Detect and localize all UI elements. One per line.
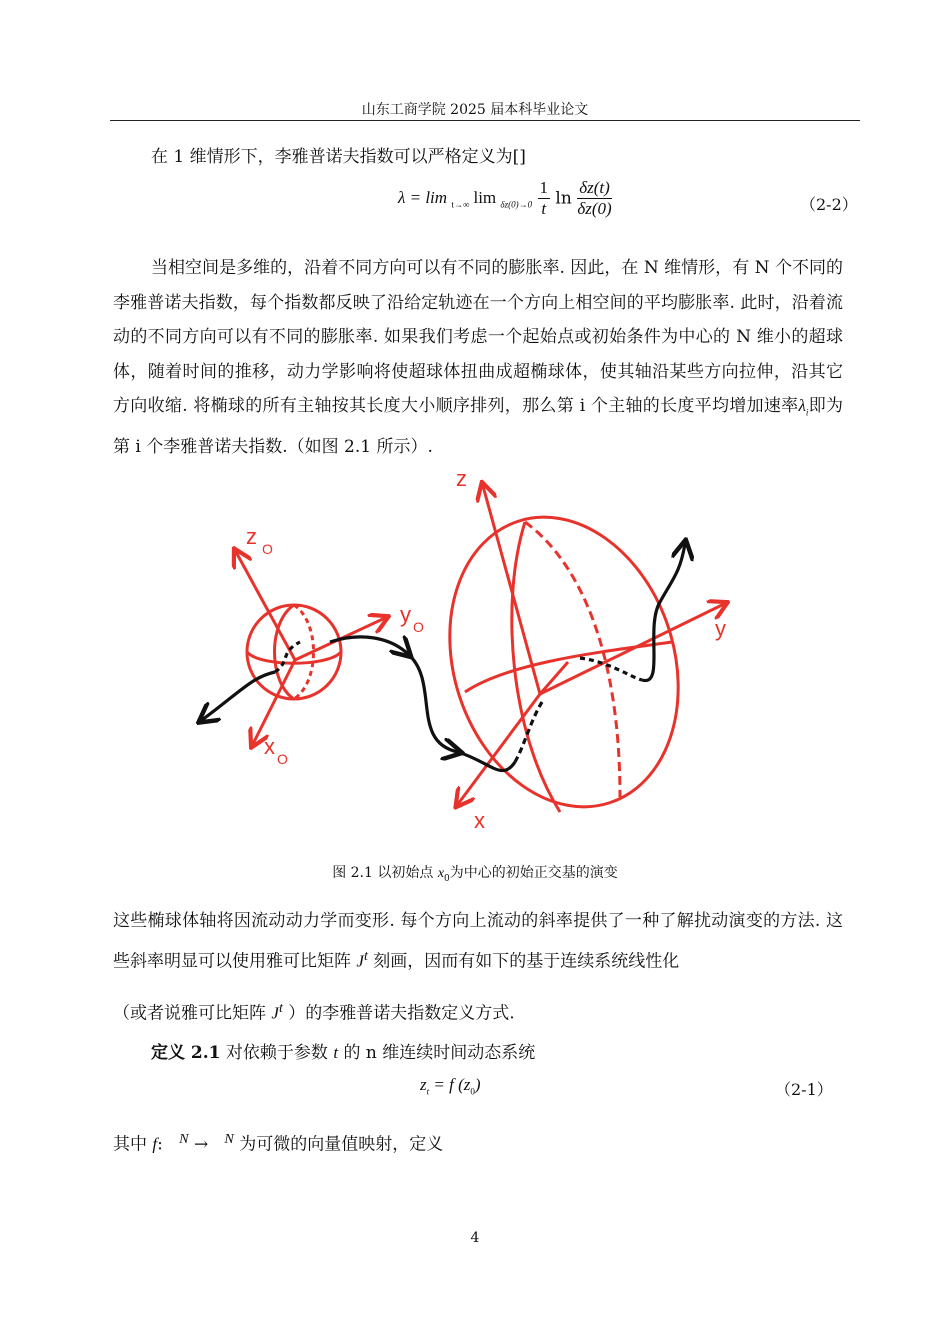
dim-sup-1: N <box>179 1131 189 1147</box>
definition-part1: 对依赖于参数 <box>225 1043 328 1063</box>
small-sphere <box>247 605 341 699</box>
jacobian-symbol: J <box>356 951 364 971</box>
eq2-lhs-sub: t <box>426 1086 430 1097</box>
caption-prefix: 图 2.1 以初始点 <box>332 865 434 881</box>
paragraph-3 <box>113 904 843 979</box>
label-z0-sub: O <box>262 541 273 557</box>
eq1-num: δz(t) <box>579 178 610 197</box>
large-ellipsoid <box>414 487 715 836</box>
jacobian-sup-2: t <box>278 1000 283 1016</box>
dim-sup-2: N <box>224 1131 234 1147</box>
param-t: t <box>333 1043 339 1062</box>
eq1-frac-den: t <box>541 199 547 218</box>
eq1-frac-num: 1 <box>539 178 548 197</box>
definition-part2: 的 n 维连续时间动态系统 <box>343 1043 536 1063</box>
eq2-rhs: = f (z <box>433 1075 471 1094</box>
label-z0: z <box>246 524 257 549</box>
lambda-symbol: λ <box>798 396 806 416</box>
map-colon: : <box>157 1134 163 1155</box>
definition-label: 定义 2.1 <box>151 1043 221 1063</box>
caption-symbol: x <box>437 866 445 881</box>
map-f: f <box>152 1134 158 1154</box>
paragraph-3-part1: 这些椭球体轴将因流动动力学而变形. 每个方向上流动的斜率提供了一种了解扰动演变的方法. 这些斜率明显可以使用雅可比矩阵 <box>113 911 843 972</box>
small-basis-axes <box>236 552 385 744</box>
eq1-den: δz(0) <box>577 199 612 218</box>
eq2-lhs: z <box>420 1075 427 1094</box>
paragraph-4-part1: （或者说雅可比矩阵 <box>113 1003 266 1024</box>
label-x: x <box>474 808 485 833</box>
paragraph-4 <box>113 991 843 1031</box>
jacobian-symbol-2: J <box>271 1003 279 1023</box>
label-z: z <box>456 466 467 491</box>
paragraph-1 <box>113 140 843 175</box>
jacobian-sup: t <box>363 947 368 964</box>
map-arrow: → <box>193 1134 209 1155</box>
eq1-ln: ln <box>555 188 572 209</box>
label-x0-sub: O <box>277 751 288 767</box>
paragraph-1-text: 在 1 维情形下，李雅普诺夫指数可以严格定义为[] <box>151 147 526 167</box>
definition-2-1 <box>113 1036 843 1071</box>
equation-2-2 <box>398 178 612 219</box>
paragraph-2-text: 当相空间是多维的，沿着不同方向可以有不同的膨胀率. 因此，在 N 维情形，有 N 个不同的李雅普诺夫指数，每个指数都反映了沿给定轨迹在一个方向上相空间的平均膨胀率. 此时，沿着流动的不同方向可以有不同的膨胀率. 如果我们考虑一个起始点或初始条件为中心的 N 维小的超球体，随着时间的推移，动力学影响将使超球体扭曲成超椭球体，使其轴沿某些方向拉伸，沿其它方向收缩. 将椭球的所有主轴按其长度大小顺序排列，那么第 i 个主轴的长度平均增加速率 <box>113 258 843 417</box>
paragraph-5-part1: 其中 <box>113 1134 147 1155</box>
paragraph-2 <box>113 251 843 465</box>
figure-orthogonal-basis-evolution <box>180 462 760 842</box>
eq2-rhs-sub: 0 <box>470 1086 475 1097</box>
page-number: 4 <box>470 1230 480 1246</box>
caption-suffix: 为中心的初始正交基的演变 <box>449 865 618 881</box>
figure-caption <box>0 862 950 884</box>
paragraph-3-part2: 刻画，因而有如下的基于连续系统线性化 <box>373 951 680 972</box>
label-y: y <box>715 616 726 641</box>
eq1-lim2: lim <box>473 187 497 207</box>
paragraph-5-part2: 为可微的向量值映射，定义 <box>239 1134 444 1155</box>
label-y0: y <box>400 602 411 627</box>
eq1-sub1: t→∞ <box>451 199 470 210</box>
running-header: 山东工商学院 2025 届本科毕业论文 <box>361 102 589 118</box>
paragraph-2-tail: 即为第 i 个李雅普诺夫指数.（如图 2.1 所示）. <box>113 396 843 458</box>
equation-2-1 <box>420 1075 481 1096</box>
caption-sub: 0 <box>444 873 450 884</box>
paragraph-4-part2: ）的李雅普诺夫指数定义方式. <box>288 1003 515 1024</box>
equation-number-2-1: （2-1） <box>775 1080 833 1099</box>
eq2-close: ) <box>474 1075 481 1094</box>
paragraph-5 <box>113 1122 843 1162</box>
header-rule <box>110 120 860 121</box>
label-x0: x <box>264 734 275 759</box>
eq1-lhs: λ = lim <box>398 187 448 207</box>
equation-number-2-2: （2-2） <box>800 195 858 214</box>
eq1-sub2: δz(0)→0 <box>500 199 533 210</box>
large-basis-axes <box>458 486 724 804</box>
lambda-subscript: i <box>805 407 809 418</box>
label-y0-sub: O <box>413 619 424 635</box>
